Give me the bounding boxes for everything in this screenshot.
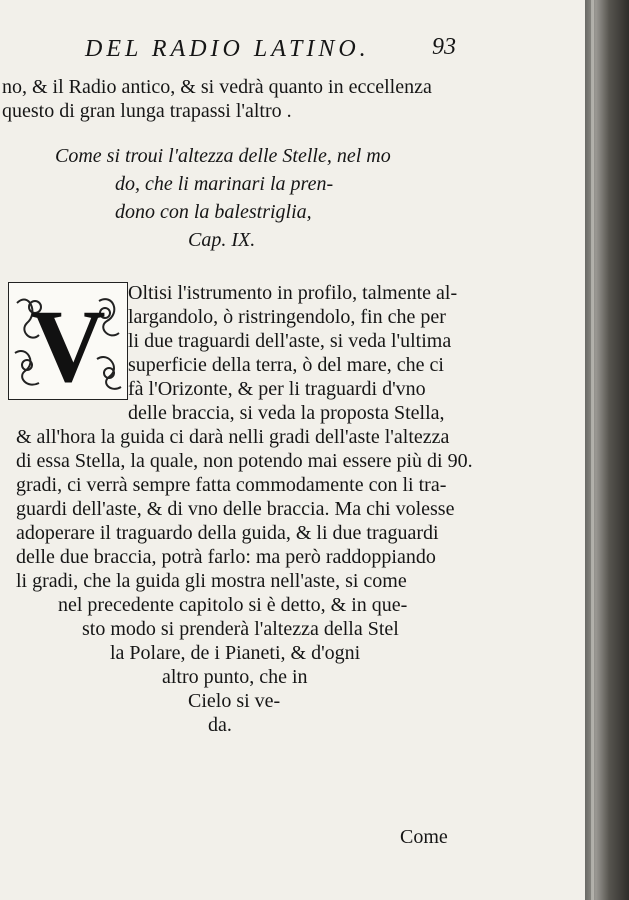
chapter-heading-line: Cap. IX. xyxy=(188,229,256,251)
drop-cap-letter: V xyxy=(30,289,106,399)
chapter-heading-line: Come si troui l'altezza delle Stelle, nel mo xyxy=(55,145,391,167)
text-line: delle due braccia, potrà farlo: ma però raddoppiando xyxy=(16,546,436,568)
text-line: & all'hora la guida ci darà nelli gradi dell'aste l'altezza xyxy=(16,426,450,448)
running-header: DEL RADIO LATINO. xyxy=(85,36,370,62)
text-line: nel precedente capitolo si è detto, & in que- xyxy=(58,594,408,616)
text-line: Oltisi l'istrumento in profilo, talmente al- xyxy=(128,282,458,304)
text-line: la Polare, de i Pianeti, & d'ogni xyxy=(110,642,361,664)
book-binding-edge xyxy=(585,0,629,900)
text-line: li due traguardi dell'aste, si veda l'ultima xyxy=(128,330,452,352)
text-line: superficie della terra, ò del mare, che ci xyxy=(128,354,444,376)
text-line: di essa Stella, la quale, non potendo mai essere più di 90. xyxy=(16,450,473,472)
text-line: questo di gran lunga trapassi l'altro . xyxy=(2,100,292,122)
text-line: altro punto, che in xyxy=(162,666,308,688)
text-line: sto modo si prenderà l'altezza della Stel xyxy=(82,618,399,640)
text-line: guardi dell'aste, & di vno delle braccia. Ma chi volesse xyxy=(16,498,455,520)
text-line: fà l'Orizonte, & per li traguardi d'vno xyxy=(128,378,426,400)
text-line: Cielo si ve- xyxy=(188,690,281,712)
ornament-icon xyxy=(9,283,127,399)
catchword: Come xyxy=(400,826,448,848)
text-line: adoperare il traguardo della guida, & li due traguardi xyxy=(16,522,439,544)
chapter-heading-line: do, che li marinari la pren- xyxy=(115,173,334,195)
chapter-heading-line: dono con la balestriglia, xyxy=(115,201,312,223)
text-line: gradi, ci verrà sempre fatta commodamente con li tra- xyxy=(16,474,447,496)
text-line: li gradi, che la guida gli mostra nell'aste, si come xyxy=(16,570,407,592)
text-line: no, & il Radio antico, & si vedrà quanto in eccellenza xyxy=(2,76,432,98)
text-line: da. xyxy=(208,714,232,736)
text-line: largandolo, ò ristringendolo, fin che per xyxy=(128,306,446,328)
decorated-initial xyxy=(8,282,128,400)
text-line: delle braccia, si veda la proposta Stella, xyxy=(128,402,445,424)
page-number: 93 xyxy=(432,34,456,60)
